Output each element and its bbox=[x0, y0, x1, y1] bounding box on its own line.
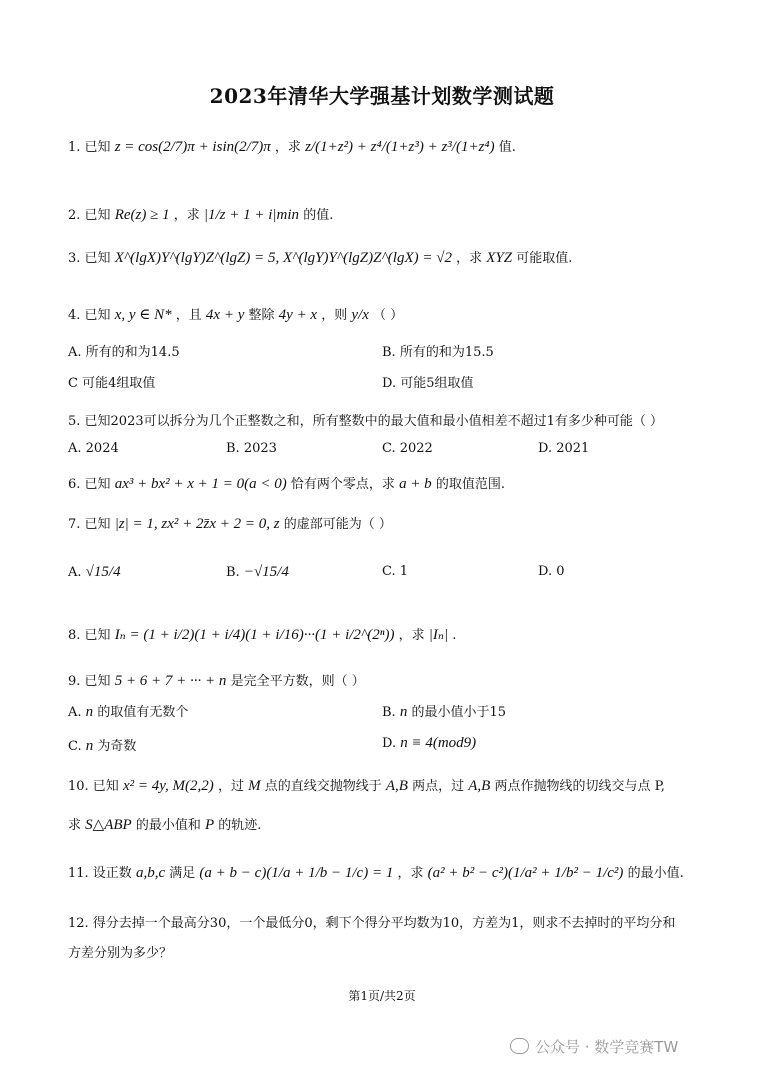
question-4-mid: ，且 bbox=[175, 308, 202, 323]
question-8-math-product: Iₙ = (1 + i/2)(1 + i/4)(1 + i/16)···(1 + i/2^(2ⁿ)) bbox=[114, 627, 395, 643]
question-9-option-a-var: n bbox=[85, 704, 94, 720]
question-7-option-a-label: A. bbox=[68, 565, 82, 580]
question-6 bbox=[68, 473, 505, 493]
question-1-math-expr: z/(1+z²) + z⁴/(1+z³) + z³/(1+z⁴) bbox=[305, 139, 495, 155]
question-8-tail: . bbox=[452, 628, 457, 643]
question-9-option-a bbox=[68, 701, 188, 721]
question-7-option-a bbox=[68, 564, 121, 581]
question-7-option-b-value: −√15/4 bbox=[243, 564, 289, 580]
question-3-num: 3. 已知 bbox=[68, 251, 111, 266]
question-12 bbox=[68, 912, 675, 931]
question-4 bbox=[68, 304, 403, 324]
question-3-tail: 可能取值. bbox=[516, 251, 573, 266]
question-4-option-a: A. 所有的和为14.5 bbox=[68, 345, 180, 360]
question-7-option-b bbox=[226, 564, 289, 581]
question-10-math-area: S△ABP bbox=[85, 817, 132, 833]
question-4-num: 4. 已知 bbox=[68, 308, 111, 323]
question-9-option-d-math: n ≡ 4(mod9) bbox=[400, 735, 477, 751]
question-9-mid: 是完全平方数，则（ ） bbox=[230, 674, 365, 689]
question-4-math-b: 4y + x bbox=[278, 307, 318, 323]
question-1-tail: 值. bbox=[498, 140, 516, 155]
question-2-math-cond: Re(z) ≥ 1 bbox=[114, 207, 170, 223]
question-10-mid3: 两点，过 bbox=[412, 779, 465, 794]
question-9-option-c-text: 为奇数 bbox=[97, 739, 137, 754]
question-5-option-a: A. 2024 bbox=[68, 441, 119, 456]
question-7-math-cond: |z| = 1, zx² + 2z̄x + 2 = 0, z bbox=[114, 516, 280, 532]
question-10-mid: ，过 bbox=[217, 779, 244, 794]
page-number: 第1页/共2页 bbox=[348, 989, 416, 1003]
watermark bbox=[510, 1036, 678, 1057]
question-5-option-d: D. 2021 bbox=[538, 441, 590, 456]
question-11 bbox=[68, 862, 684, 882]
question-2-num: 2. 已知 bbox=[68, 208, 111, 223]
question-4-mid2: 整除 bbox=[248, 308, 275, 323]
question-12-text: 12. 得分去掉一个最高分30，一个最低分0，剩下个得分平均数为10，方差为1，则求不去掉时的平均分和 bbox=[68, 916, 676, 931]
question-10-cont-start: 求 bbox=[68, 818, 82, 833]
question-8-num: 8. 已知 bbox=[68, 628, 111, 643]
question-9-option-d bbox=[382, 735, 476, 752]
question-10-cont bbox=[68, 814, 261, 834]
question-9-num: 9. 已知 bbox=[68, 674, 111, 689]
question-4-math-set: x, y ∈ N* bbox=[114, 307, 172, 323]
question-9-option-b-var: n bbox=[399, 704, 408, 720]
question-4-tail: （ ） bbox=[373, 308, 404, 323]
question-9-option-a-label: A. bbox=[68, 705, 82, 720]
question-5-text: 5. 已知2023可以拆分为几个正整数之和，所有整数中的最大值和最小值相差不超过1有多少种可能（ ） bbox=[68, 414, 664, 429]
question-7 bbox=[68, 513, 392, 533]
question-10-cont-mid: 的最小值和 bbox=[135, 818, 201, 833]
question-3-math-expr: XYZ bbox=[486, 250, 513, 266]
question-9-option-c-label: C. bbox=[68, 739, 82, 754]
question-7-mid: 的虚部可能为（ ） bbox=[283, 517, 392, 532]
watermark-text: 公众号 · 数学竞赛TW bbox=[535, 1038, 679, 1056]
question-10-math-ab: A,B bbox=[385, 778, 408, 794]
question-1-num: 1. 已知 bbox=[68, 140, 111, 155]
question-10-math-ab2: A,B bbox=[468, 778, 491, 794]
question-9-option-b bbox=[382, 701, 506, 721]
question-3-mid: ，求 bbox=[456, 251, 483, 266]
question-7-option-b-label: B. bbox=[226, 565, 240, 580]
question-5-option-c: C. 2022 bbox=[382, 441, 433, 456]
question-10-math-parabola: x² = 4y, M(2,2) bbox=[122, 778, 214, 794]
question-5-option-b: B. 2023 bbox=[226, 441, 277, 456]
question-11-num: 11. 设正数 bbox=[68, 866, 132, 881]
question-6-math-sum: a + b bbox=[399, 476, 432, 492]
question-3-math-cond: X^(lgX)Y^(lgY)Z^(lgZ) = 5, X^(lgY)Y^(lgZ)Z^(lgX) = √2 bbox=[114, 250, 452, 266]
question-8 bbox=[68, 624, 456, 644]
question-11-math-expr: (a² + b² − c²)(1/a² + 1/b² − 1/c²) bbox=[427, 865, 624, 881]
question-4-mid3: ，则 bbox=[321, 308, 348, 323]
question-7-option-c: C. 1 bbox=[382, 564, 409, 579]
question-1 bbox=[68, 136, 516, 156]
question-5 bbox=[68, 410, 663, 429]
question-10 bbox=[68, 775, 665, 795]
question-9 bbox=[68, 670, 365, 690]
question-2-tail: 的值. bbox=[303, 208, 334, 223]
question-11-mid2: ，求 bbox=[397, 866, 424, 881]
question-10-math-m: M bbox=[248, 778, 261, 794]
page-title: 2023年清华大学强基计划数学测试题 bbox=[209, 84, 555, 108]
question-4-math-ratio: y/x bbox=[351, 307, 369, 323]
question-11-tail: 的最小值. bbox=[627, 866, 684, 881]
question-9-option-a-text: 的取值有无数个 bbox=[97, 705, 189, 720]
question-9-option-d-label: D. bbox=[382, 736, 397, 751]
question-6-mid: 恰有两个零点，求 bbox=[290, 477, 395, 492]
question-3 bbox=[68, 247, 572, 267]
question-11-math-vars: a,b,c bbox=[135, 865, 166, 881]
question-7-num: 7. 已知 bbox=[68, 517, 111, 532]
question-11-math-cond: (a + b − c)(1/a + 1/b − 1/c) = 1 bbox=[199, 865, 394, 881]
question-9-option-c-var: n bbox=[85, 738, 94, 754]
question-1-mid: ，求 bbox=[274, 140, 301, 155]
question-12-cont-text: 方差分别为多少？ bbox=[68, 946, 173, 961]
question-10-cont-tail: 的轨迹. bbox=[218, 818, 262, 833]
question-10-math-p: P bbox=[204, 817, 215, 833]
question-10-tail: 两点作抛物线的切线交与点 P, bbox=[494, 779, 665, 794]
question-10-mid2: 点的直线交抛物线于 bbox=[264, 779, 382, 794]
question-10-num: 10. 已知 bbox=[68, 779, 119, 794]
question-6-math-eq: ax³ + bx² + x + 1 = 0(a < 0) bbox=[114, 476, 287, 492]
question-2-math-expr: |1/z + 1 + i|min bbox=[203, 207, 300, 223]
question-7-option-d: D. 0 bbox=[538, 564, 565, 579]
question-7-option-a-value: √15/4 bbox=[85, 564, 121, 580]
question-8-mid: ，求 bbox=[398, 628, 425, 643]
question-8-math-abs: |Iₙ| bbox=[428, 627, 449, 643]
question-4-math-a: 4x + y bbox=[205, 307, 245, 323]
question-4-option-b: B. 所有的和为15.5 bbox=[382, 345, 494, 360]
question-9-option-b-label: B. bbox=[382, 705, 396, 720]
question-4-option-d: D. 可能5组取值 bbox=[382, 376, 474, 391]
question-6-tail: 的取值范围. bbox=[435, 477, 505, 492]
question-6-num: 6. 已知 bbox=[68, 477, 111, 492]
question-9-option-b-text: 的最小值小于15 bbox=[411, 705, 507, 720]
question-9-math-sum: 5 + 6 + 7 + ··· + n bbox=[114, 673, 227, 689]
question-2 bbox=[68, 204, 333, 224]
question-9-option-c bbox=[68, 735, 136, 755]
question-2-mid: ，求 bbox=[173, 208, 200, 223]
question-12-cont bbox=[68, 942, 172, 961]
question-11-mid: 满足 bbox=[169, 866, 196, 881]
question-4-option-c: C 可能4组取值 bbox=[68, 376, 156, 391]
wechat-icon bbox=[510, 1038, 529, 1054]
question-1-math-z: z = cos(2/7)π + isin(2/7)π bbox=[114, 139, 271, 155]
